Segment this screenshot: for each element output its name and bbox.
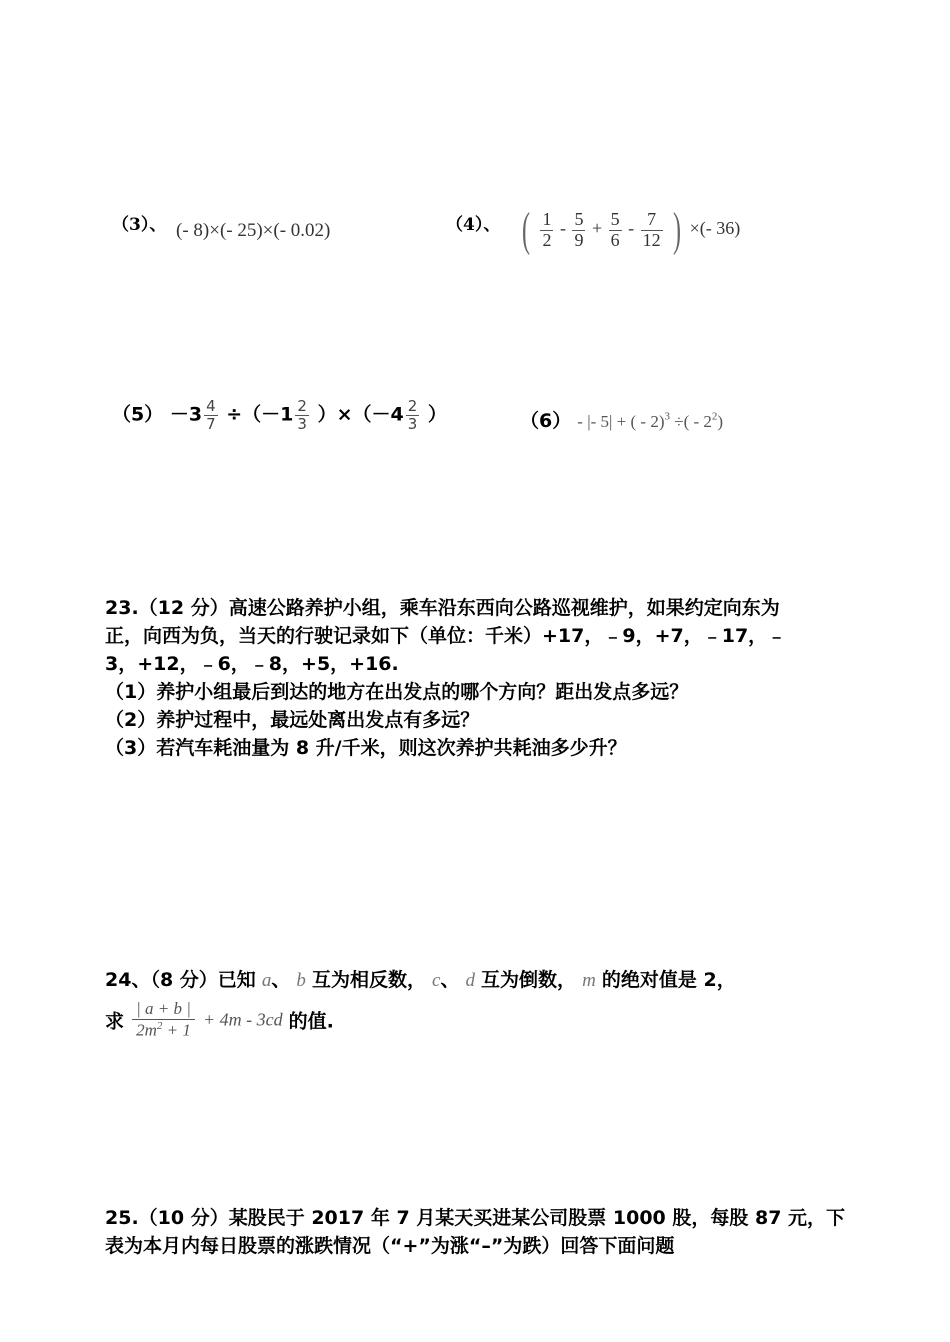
problem-3-label: （3）、 xyxy=(112,215,167,235)
q23-subquestion-1: （1）养护小组最后到达的地方在出发点的哪个方向？距出发点多远？ xyxy=(105,681,689,703)
fraction: $\frac{1}{2}$ xyxy=(542,208,552,250)
operator: - xyxy=(559,218,566,239)
left-bracket: ( xyxy=(521,203,530,256)
problem-4-expression xyxy=(518,203,741,256)
q23-line-2: 正，向西为负，当天的行驶记录如下（单位：千米）+17，﹣9，+7，﹣17，﹣ xyxy=(105,625,787,647)
fraction: $\frac{2}{3}$ xyxy=(297,397,307,433)
problem-4-label: （4）、 xyxy=(446,215,501,235)
right-bracket: ) xyxy=(673,203,682,256)
variable-m: m xyxy=(582,970,596,991)
q24-line-1: 24、（8 分）已知 a、 b 互为相反数， c、 d 互为倒数， m 的绝对值是 2， xyxy=(105,969,736,991)
q23-subquestion-3: （3）若汽车耗油量为 8 升/千米，则这次养护共耗油多少升？ xyxy=(105,737,627,759)
operator: + xyxy=(591,218,603,239)
fraction: $\frac{7}{12}$ xyxy=(642,208,661,250)
fraction: $\frac{5}{9}$ xyxy=(574,208,584,250)
multiplier: ×(- 36) xyxy=(689,218,741,239)
q25-line-2: 表为本月内每日股票的涨跌情况（“+”为涨“–”为跌）回答下面问题 xyxy=(105,1235,675,1257)
q23-line-3: 3，+12，﹣6，﹣8，+5，+16. xyxy=(105,653,399,675)
variable-d: d xyxy=(465,970,475,991)
problem-6-expression: （6） - |- 5| + ( - 2)$^3$ ÷( - $2^2$) xyxy=(520,410,724,432)
q25-line-1: 25.（10 分）某股民于 2017 年 7 月某天买进某公司股票 1000 股，每股 87 元，下 xyxy=(105,1207,846,1229)
fraction: $\frac{5}{6}$ xyxy=(610,208,620,250)
operator: - xyxy=(628,218,635,239)
fraction: $\frac{4}{7}$ xyxy=(206,397,216,433)
variable-c: c xyxy=(432,970,441,991)
problem-5-expression: （5） －3 $\frac{4}{7}$ ÷（－1 $\frac{2}{3}$ ）×（－4 $\frac{2}{3}$ ） xyxy=(112,397,447,433)
fraction: $\frac{2}{3}$ xyxy=(407,397,418,433)
problem-3-expression: (- 8)×(- 25)×(- 0.02) xyxy=(176,220,331,241)
q23-line-1: 23.（12 分）高速公路养护小组，乘车沿东西向公路巡视维护，如果约定向东为 xyxy=(105,597,780,619)
q24-line-2: 求 $\frac{| a + b |}{2m^2 + 1}$ + 4m - 3cd 的值. xyxy=(105,999,334,1040)
problem-6-label: （6） xyxy=(520,410,572,432)
fraction: $\frac{| a + b |}{2m^2 + 1}$ xyxy=(132,1000,195,1040)
variable-b: b xyxy=(296,970,306,991)
q23-subquestion-2: （2）养护过程中，最远处离出发点有多远？ xyxy=(105,709,480,731)
problem-5-label: （5） xyxy=(112,403,164,426)
variable-a: a xyxy=(261,970,272,991)
